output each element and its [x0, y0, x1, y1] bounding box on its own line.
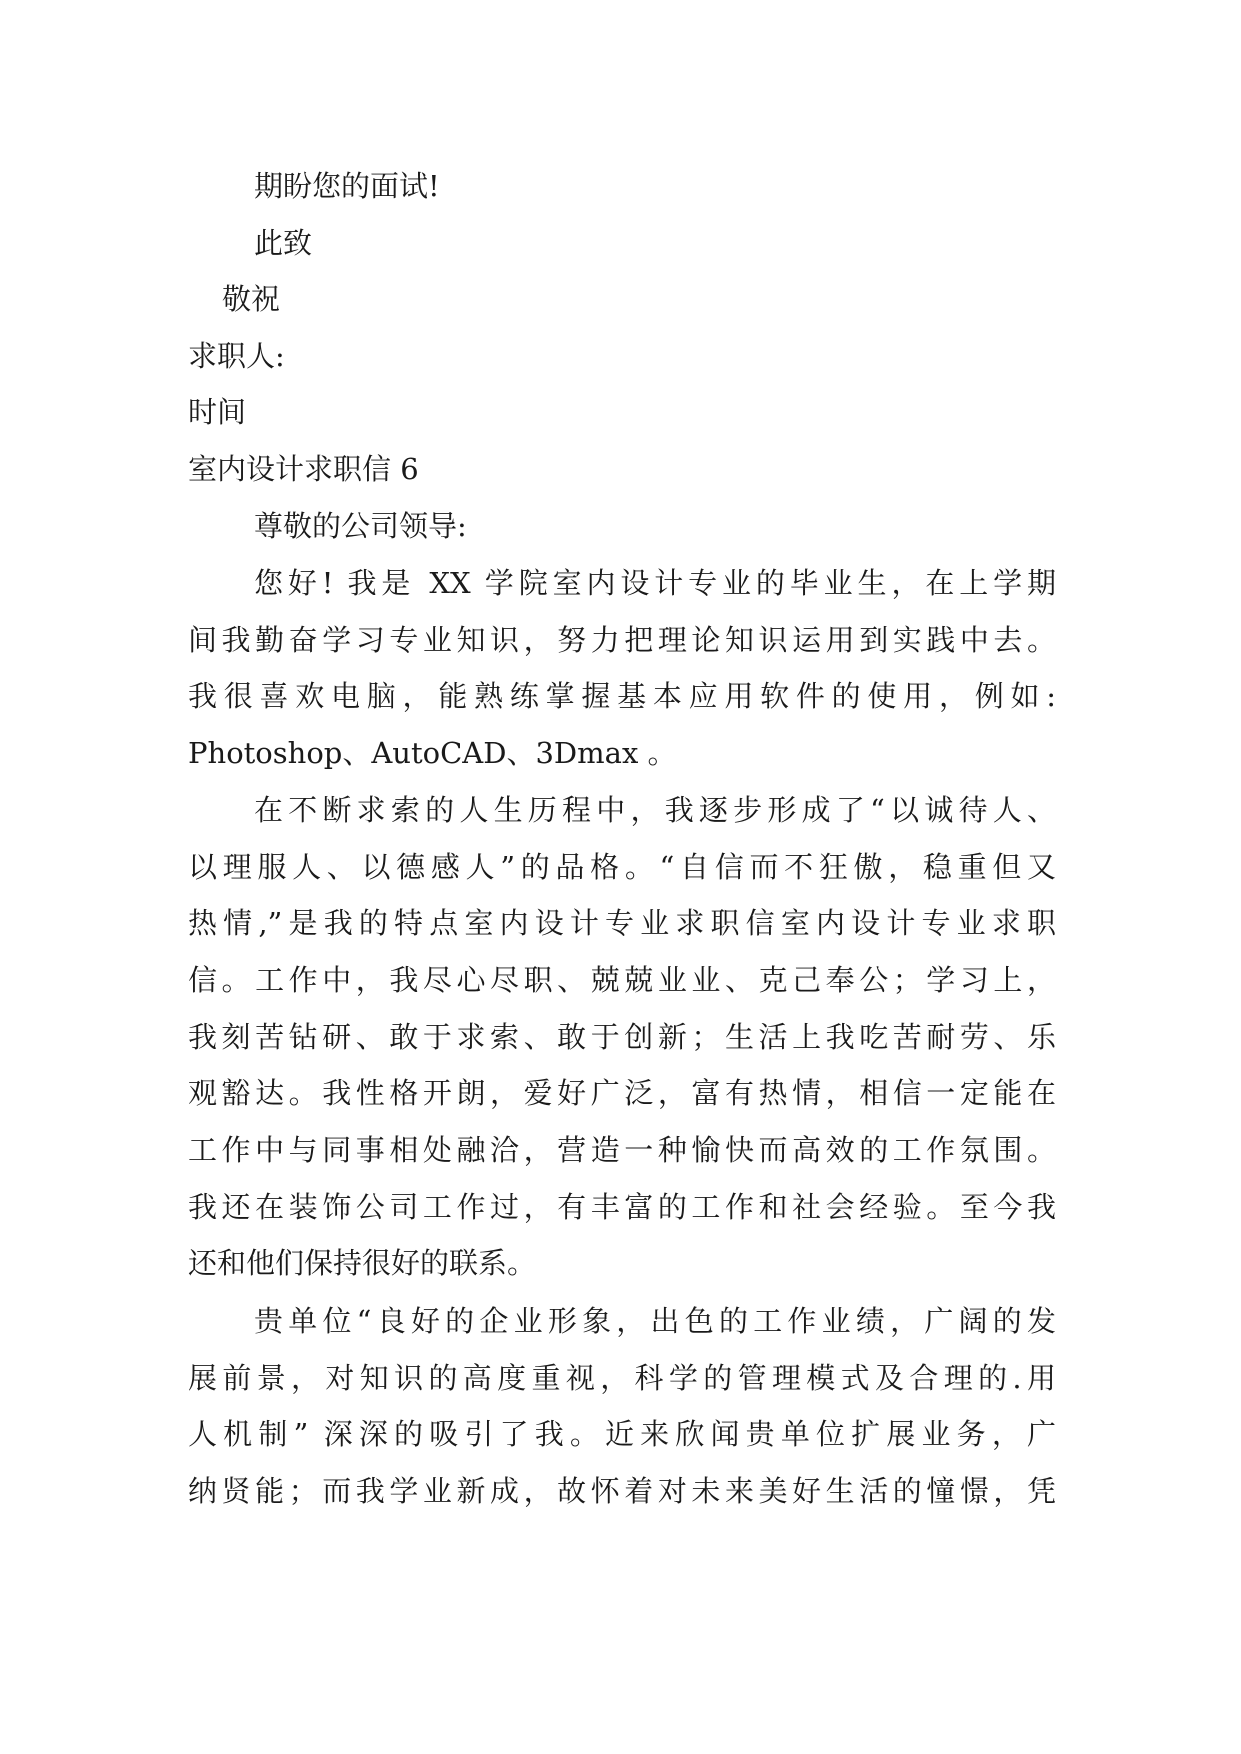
paragraph-line: 展前景，对知识的高度重视，科学的管理模式及合理的.用	[188, 1361, 1056, 1395]
paragraph-line: 纳贤能；而我学业新成，故怀着对未来美好生活的憧憬，凭	[188, 1474, 1056, 1508]
paragraph-line: 人机制” 深深的吸引了我。近来欣闻贵单位扩展业务，广	[188, 1417, 1056, 1451]
closing-line: 期盼您的面试!	[254, 169, 440, 203]
paragraph-line: Photoshop、AutoCAD、3Dmax 。	[188, 736, 677, 770]
paragraph-line: 我很喜欢电脑，能熟练掌握基本应用软件的使用，例如:	[188, 679, 1056, 713]
paragraph-line: 工作中与同事相处融洽，营造一种愉快而高效的工作氛围。	[188, 1133, 1056, 1167]
applicant-label: 求职人:	[188, 339, 285, 373]
paragraph-line: 贵单位“良好的企业形象，出色的工作业绩，广阔的发	[254, 1304, 1056, 1338]
paragraph-line: 间我勤奋学习专业知识，努力把理论知识运用到实践中去。	[188, 623, 1056, 657]
paragraph-line: 热情,”是我的特点室内设计专业求职信室内设计专业求职	[188, 906, 1056, 940]
salutation-cizhi: 此致	[254, 226, 313, 260]
paragraph-line: 我还在装饰公司工作过，有丰富的工作和社会经验。至今我	[188, 1190, 1056, 1224]
paragraph-line: 我刻苦钻研、敢于求索、敢于创新；生活上我吃苦耐劳、乐	[188, 1020, 1056, 1054]
paragraph-line: 在不断求索的人生历程中，我逐步形成了“以诚待人、	[254, 793, 1056, 827]
date-label: 时间	[188, 395, 247, 429]
paragraph-line: 观豁达。我性格开朗，爱好广泛，富有热情，相信一定能在	[188, 1076, 1056, 1110]
letter-greeting: 尊敬的公司领导:	[254, 509, 467, 543]
paragraph-line: 以理服人、以德感人”的品格。“自信而不狂傲，稳重但又	[188, 850, 1056, 884]
paragraph-line: 您好! 我是 XX 学院室内设计专业的毕业生，在上学期	[254, 566, 1056, 600]
paragraph-line: 还和他们保持很好的联系。	[188, 1246, 537, 1280]
salutation-jingzhu: 敬祝	[222, 282, 281, 316]
section-heading: 室内设计求职信 6	[188, 452, 419, 486]
paragraph-line: 信。工作中，我尽心尽职、兢兢业业、克己奉公；学习上，	[188, 963, 1056, 997]
